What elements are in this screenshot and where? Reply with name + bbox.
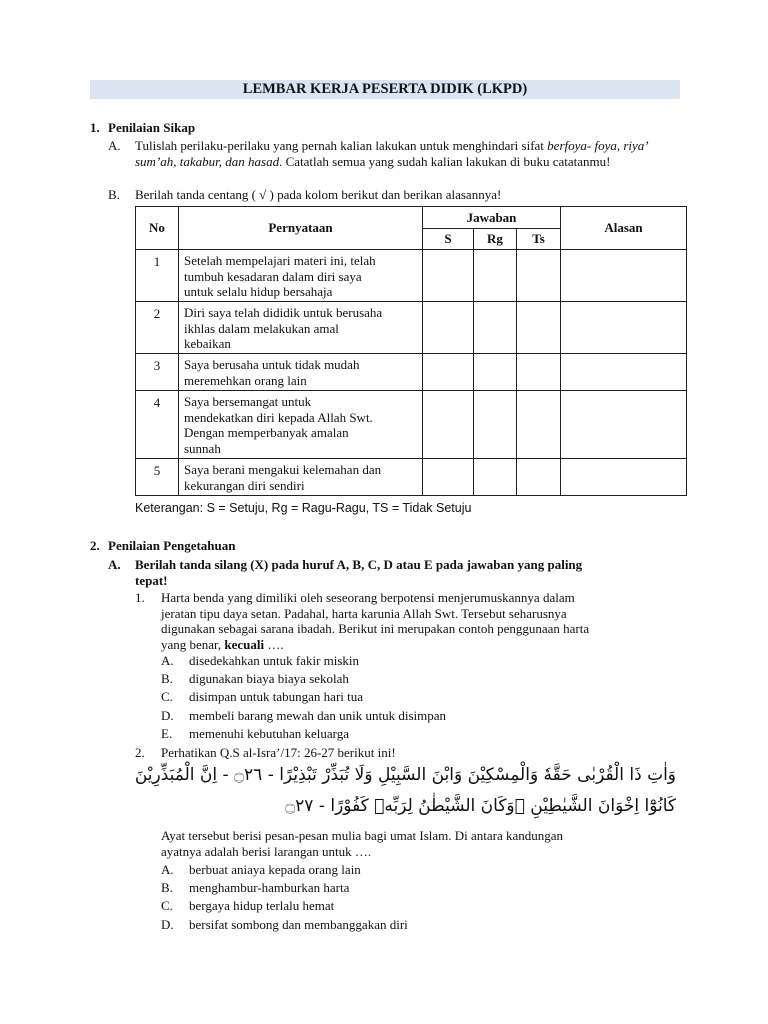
header-answer: Jawaban — [423, 207, 561, 229]
table-row — [136, 354, 687, 391]
statement-line: untuk selalu hidup bersahaja — [184, 284, 333, 299]
option-text: menghambur-hamburkan harta — [189, 880, 350, 895]
question-2-text — [161, 828, 563, 859]
question-line: jeratan tipu daya setan. Padahal, harta karunia Allah Swt. Tersebut seharusnya — [161, 605, 567, 621]
option-letter: D. — [161, 917, 174, 932]
option-letter: C. — [161, 689, 173, 704]
reason-cell[interactable] — [561, 391, 687, 459]
part-a-italic-2: foya, riya’ sum’ah, takabur, dan hasad — [135, 138, 648, 169]
option-text: memenuhi kebutuhan keluarga — [189, 726, 350, 741]
row-number: 1 — [136, 250, 179, 302]
instruction-line: tepat! — [135, 572, 168, 588]
answer-s-cell[interactable] — [423, 391, 474, 459]
statement-line: Saya berusaha untuk tidak mudah — [184, 357, 360, 372]
answer-ts-cell[interactable] — [517, 354, 561, 391]
option-text: bergaya hidup terlalu hemat — [189, 898, 335, 913]
question-2-intro: Perhatikan Q.S al-Isra’/17: 26-27 berikut ini! — [161, 745, 396, 760]
reason-cell[interactable] — [561, 459, 687, 496]
header-no: No — [136, 207, 179, 250]
answer-rg-cell[interactable] — [474, 302, 517, 354]
section-1-part-b-text: Berilah tanda centang ( √ ) pada kolom berikut dan berikan alasannya! — [135, 187, 502, 202]
statement-line: kekurangan diri sendiri — [184, 477, 305, 493]
option-text: disimpan untuk tabungan hari tua — [189, 689, 364, 704]
question-1-text — [161, 590, 589, 652]
header-reason: Alasan — [561, 207, 687, 250]
statement-line: ikhlas dalam melakukan amal — [184, 320, 339, 336]
answer-s-cell[interactable] — [423, 459, 474, 496]
row-statement — [179, 302, 423, 354]
row-statement — [179, 459, 423, 496]
question-line-start: yang benar, — [161, 636, 225, 652]
statement-line: meremehkan orang lain — [184, 372, 307, 388]
part-a-text-line3: buku catatanmu! — [523, 153, 611, 169]
question-2-number: 2. — [135, 745, 145, 760]
section-2-number: 2. — [90, 538, 100, 553]
option-text: digunakan biaya biaya sekolah — [189, 671, 349, 686]
table-legend: Keterangan: S = Setuju, Rg = Ragu-Ragu, TS = Tidak Setuju — [135, 501, 472, 515]
section-1-part-a-letter: A. — [108, 138, 121, 153]
answer-s-cell[interactable] — [423, 354, 474, 391]
part-a-text-start: Tulislah perilaku-perilaku yang pernah kalian lakukan untuk menghindari sifat — [135, 138, 548, 153]
option-text: membeli barang mewah dan unik untuk disimpan — [189, 708, 447, 723]
option-letter: E. — [161, 726, 173, 741]
answer-ts-cell[interactable] — [517, 459, 561, 496]
option-text: disedekahkan untuk fakir miskin — [189, 653, 360, 668]
part-a-italic-1: berfoya- — [547, 138, 592, 153]
option-text: berbuat aniaya kepada orang lain — [189, 862, 361, 877]
attitude-table — [135, 206, 687, 496]
row-statement — [179, 250, 423, 302]
question-line-end: …. — [264, 636, 284, 652]
question-line: Harta benda yang dimiliki oleh seseorang berpotensi menjerumuskannya dalam — [161, 590, 575, 605]
reason-cell[interactable] — [561, 354, 687, 391]
statement-line: Dengan memperbanyak amalan — [184, 425, 349, 440]
option-letter: A. — [161, 862, 174, 877]
row-statement — [179, 391, 423, 459]
option-letter: C. — [161, 898, 173, 913]
option-letter: B. — [161, 880, 173, 895]
part-a-text-end: . Catatlah semua yang sudah kalian lakukan di — [279, 153, 521, 169]
question-line: digunakan sebagai sarana ibadah. Berikut ini merupakan contoh penggunaan harta — [161, 621, 590, 636]
statement-line: Saya bersemangat untuk — [184, 394, 312, 409]
table-row — [136, 302, 687, 354]
answer-rg-cell[interactable] — [474, 250, 517, 302]
answer-s-cell[interactable] — [423, 250, 474, 302]
reason-cell[interactable] — [561, 250, 687, 302]
statement-line: Saya berani mengakui kelemahan dan — [184, 462, 382, 477]
header-ts: Ts — [517, 229, 561, 250]
option-text: bersifat sombong dan membanggakan diri — [189, 917, 408, 932]
section-1-part-a-text — [135, 138, 680, 169]
question-line: ayatnya adalah berisi larangan untuk …. — [161, 843, 372, 859]
answer-rg-cell[interactable] — [474, 391, 517, 459]
statement-line: mendekatkan diri kepada Allah Swt. — [184, 409, 373, 425]
answer-ts-cell[interactable] — [517, 250, 561, 302]
option-letter: B. — [161, 671, 173, 686]
row-number: 3 — [136, 354, 179, 391]
row-number: 2 — [136, 302, 179, 354]
quran-verse-line-1: وَاٰتِ ذَا الْقُرْبٰى حَقَّهٗ وَالْمِسْكِيْنَ وَابْنَ السَّبِيْلِ وَلَا تُبَذِّرْ تَبْذِيْرًا - ۝٢٦ - اِنَّ الْمُبَذِّرِيْنَ — [134, 765, 676, 785]
statement-line: Setelah mempelajari materi ini, telah — [184, 253, 376, 268]
statement-line: kebaikan — [184, 336, 231, 351]
statement-line: sunnah — [184, 440, 221, 456]
section-1-heading: Penilaian Sikap — [108, 120, 196, 135]
answer-ts-cell[interactable] — [517, 391, 561, 459]
header-statement: Pernyataan — [179, 207, 423, 250]
section-2-heading: Penilaian Pengetahuan — [108, 538, 236, 553]
answer-s-cell[interactable] — [423, 302, 474, 354]
question-keyword: kecuali — [224, 636, 265, 652]
section-1-part-b-letter: B. — [108, 187, 120, 202]
statement-line: tumbuh kesadaran dalam diri saya — [184, 268, 362, 284]
question-line: Ayat tersebut berisi pesan-pesan mulia bagi umat Islam. Di antara kandungan — [161, 828, 564, 843]
instruction-line: Berilah tanda silang (X) pada huruf A, B, C, D atau E pada jawaban yang paling — [135, 557, 583, 572]
section-2-part-a-text — [135, 557, 582, 588]
row-number: 5 — [136, 459, 179, 496]
statement-line: Diri saya telah dididik untuk berusaha — [184, 305, 383, 320]
table-row — [136, 459, 687, 496]
header-s: S — [423, 229, 474, 250]
section-1-number: 1. — [90, 120, 100, 135]
quran-verse-line-2: كَانُوْٓا اِخْوَانَ الشَّيٰطِيْنِ ۗوَكَانَ الشَّيْطٰنُ لِرَبِّهٖ كَفُوْرًا - ۝٢٧ — [285, 796, 676, 816]
answer-rg-cell[interactable] — [474, 354, 517, 391]
section-2-part-a-letter: A. — [108, 557, 121, 572]
reason-cell[interactable] — [561, 302, 687, 354]
header-rg: Rg — [474, 229, 517, 250]
row-statement — [179, 354, 423, 391]
table-row — [136, 391, 687, 459]
answer-rg-cell[interactable] — [474, 459, 517, 496]
table-row — [136, 250, 687, 302]
answer-ts-cell[interactable] — [517, 302, 561, 354]
question-line — [161, 637, 589, 653]
option-letter: D. — [161, 708, 174, 723]
worksheet-title: LEMBAR KERJA PESERTA DIDIK (LKPD) — [90, 80, 680, 99]
question-1-number: 1. — [135, 590, 145, 605]
option-letter: A. — [161, 653, 174, 668]
row-number: 4 — [136, 391, 179, 459]
